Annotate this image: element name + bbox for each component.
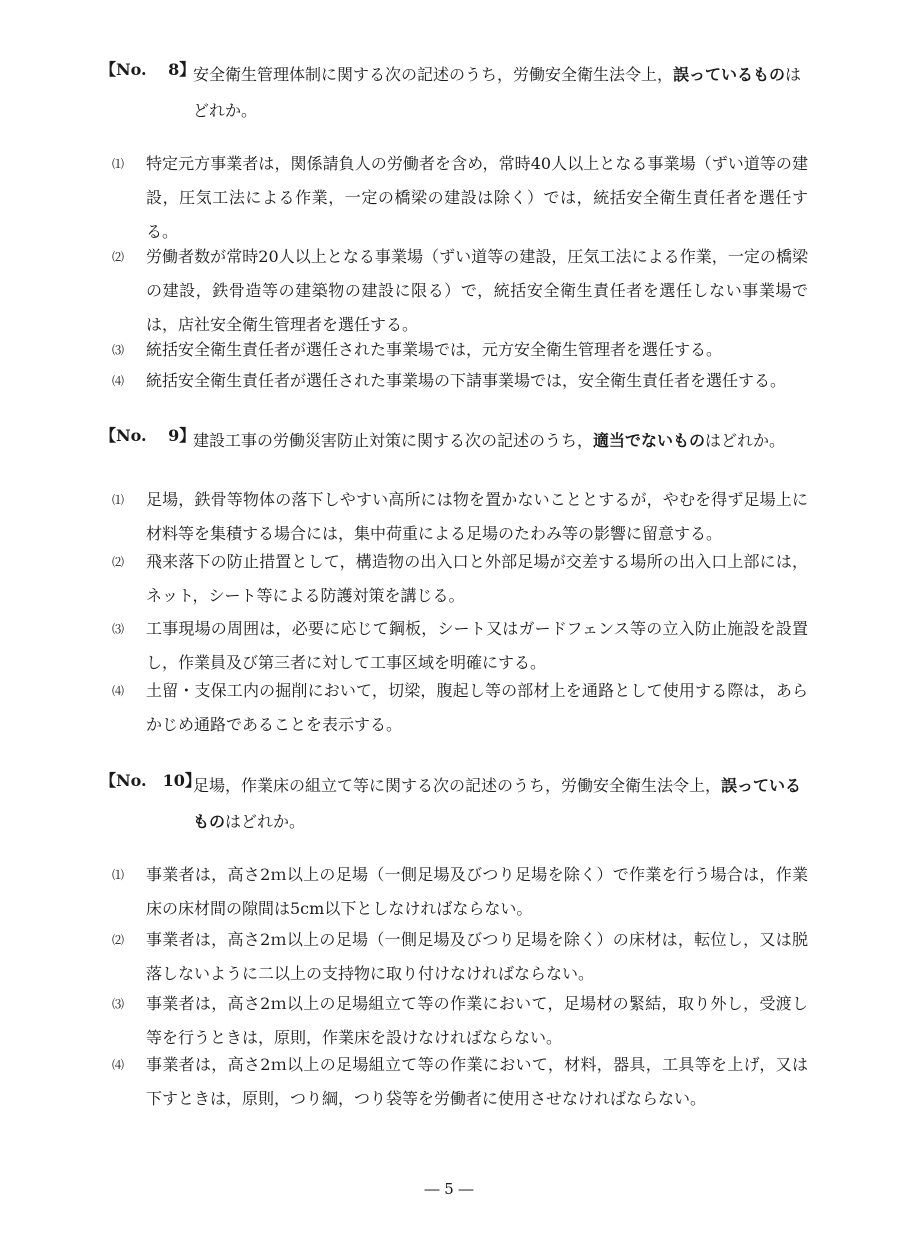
- option-text: 統括安全衛生責任者が選任された事業場の下請事業場では，安全衛生責任者を選任する。: [146, 371, 787, 390]
- option-mark: ⑷: [112, 374, 125, 388]
- option-mark: ⑴: [112, 157, 125, 171]
- option-text: 事業者は，高さ2ｍ以上の足場（一側足場及びつり足場を除く）で作業を行う場合は，作業床の床材間の隙間は5cm以下としなければならない。: [146, 865, 808, 918]
- option-mark: ⑶: [112, 343, 125, 357]
- option-mark: ⑵: [112, 250, 125, 264]
- option-mark: ⑷: [112, 1058, 125, 1072]
- option-text: 足場，鉄骨等物体の落下しやすい高所には物を置かないこととするが，やむを得ず足場上に材料等を集積する場合には，集中荷重による足場のたわみ等の影響に留意する。: [146, 490, 808, 543]
- question-number: 【No. 10】: [100, 771, 201, 790]
- option-mark: ⑴: [112, 868, 125, 882]
- question-stem: 建設工事の労働災害防止対策に関する次の記述のうち，適当でないものはどれか。: [193, 431, 786, 450]
- option-text: 特定元方事業者は，関係請負人の労働者を含め，常時40人以上となる事業場（ずい道等の建設，圧気工法による作業，一定の橋梁の建設は除く）では，統括安全衛生責任者を選任する。: [146, 154, 808, 241]
- option-mark: ⑵: [112, 933, 125, 947]
- option-text: 工事現場の周囲は，必要に応じて鋼板，シート又はガードフェンス等の立入防止施設を設置し，作業員及び第三者に対して工事区域を明確にする。: [146, 619, 808, 672]
- question-stem: 安全衛生管理体制に関する次の記述のうち，労働安全衛生法令上，誤っているものはどれか。: [193, 65, 802, 120]
- page-number: ― 5 ―: [424, 1180, 474, 1198]
- option-mark: ⑷: [112, 684, 125, 698]
- option-mark: ⑵: [112, 555, 125, 569]
- option-text: 統括安全衛生責任者が選任された事業場では，元方安全衛生管理者を選任する。: [146, 340, 723, 359]
- option-text: 事業者は，高さ2ｍ以上の足場組立て等の作業において，材料，器具，工具等を上げ，又は下すときは，原則，つり綱，つり袋等を労働者に使用させなければならない。: [146, 1055, 808, 1108]
- option-text: 事業者は，高さ2ｍ以上の足場組立て等の作業において，足場材の緊結，取り外し，受渡し等を行うときは，原則，作業床を設けなければならない。: [146, 994, 808, 1047]
- option-text: 事業者は，高さ2ｍ以上の足場（一側足場及びつり足場を除く）の床材は，転位し，又は脱落しないように二以上の支持物に取り付けなければならない。: [146, 930, 808, 983]
- question-stem: 足場，作業床の組立て等に関する次の記述のうち，労働安全衛生法令上，誤っているものはどれか。: [193, 776, 802, 831]
- question-number: 【No. 8】: [100, 60, 196, 79]
- option-mark: ⑶: [112, 622, 125, 636]
- question-number: 【No. 9】: [100, 426, 196, 445]
- option-text: 土留・支保工内の掘削において，切梁，腹起し等の部材上を通路として使用する際は，あらかじめ通路であることを表示する。: [146, 681, 808, 734]
- option-mark: ⑴: [112, 493, 125, 507]
- option-mark: ⑶: [112, 997, 125, 1011]
- option-text: 飛来落下の防止措置として，構造物の出入口と外部足場が交差する場所の出入口上部には，ネット，シート等による防護対策を講じる。: [146, 552, 808, 605]
- option-text: 労働者数が常時20人以上となる事業場（ずい道等の建設，圧気工法による作業，一定の橋梁の建設，鉄骨造等の建築物の建設に限る）で，統括安全衛生責任者を選任しない事業場では，店社安全衛生管理者を選任する。: [146, 247, 808, 334]
